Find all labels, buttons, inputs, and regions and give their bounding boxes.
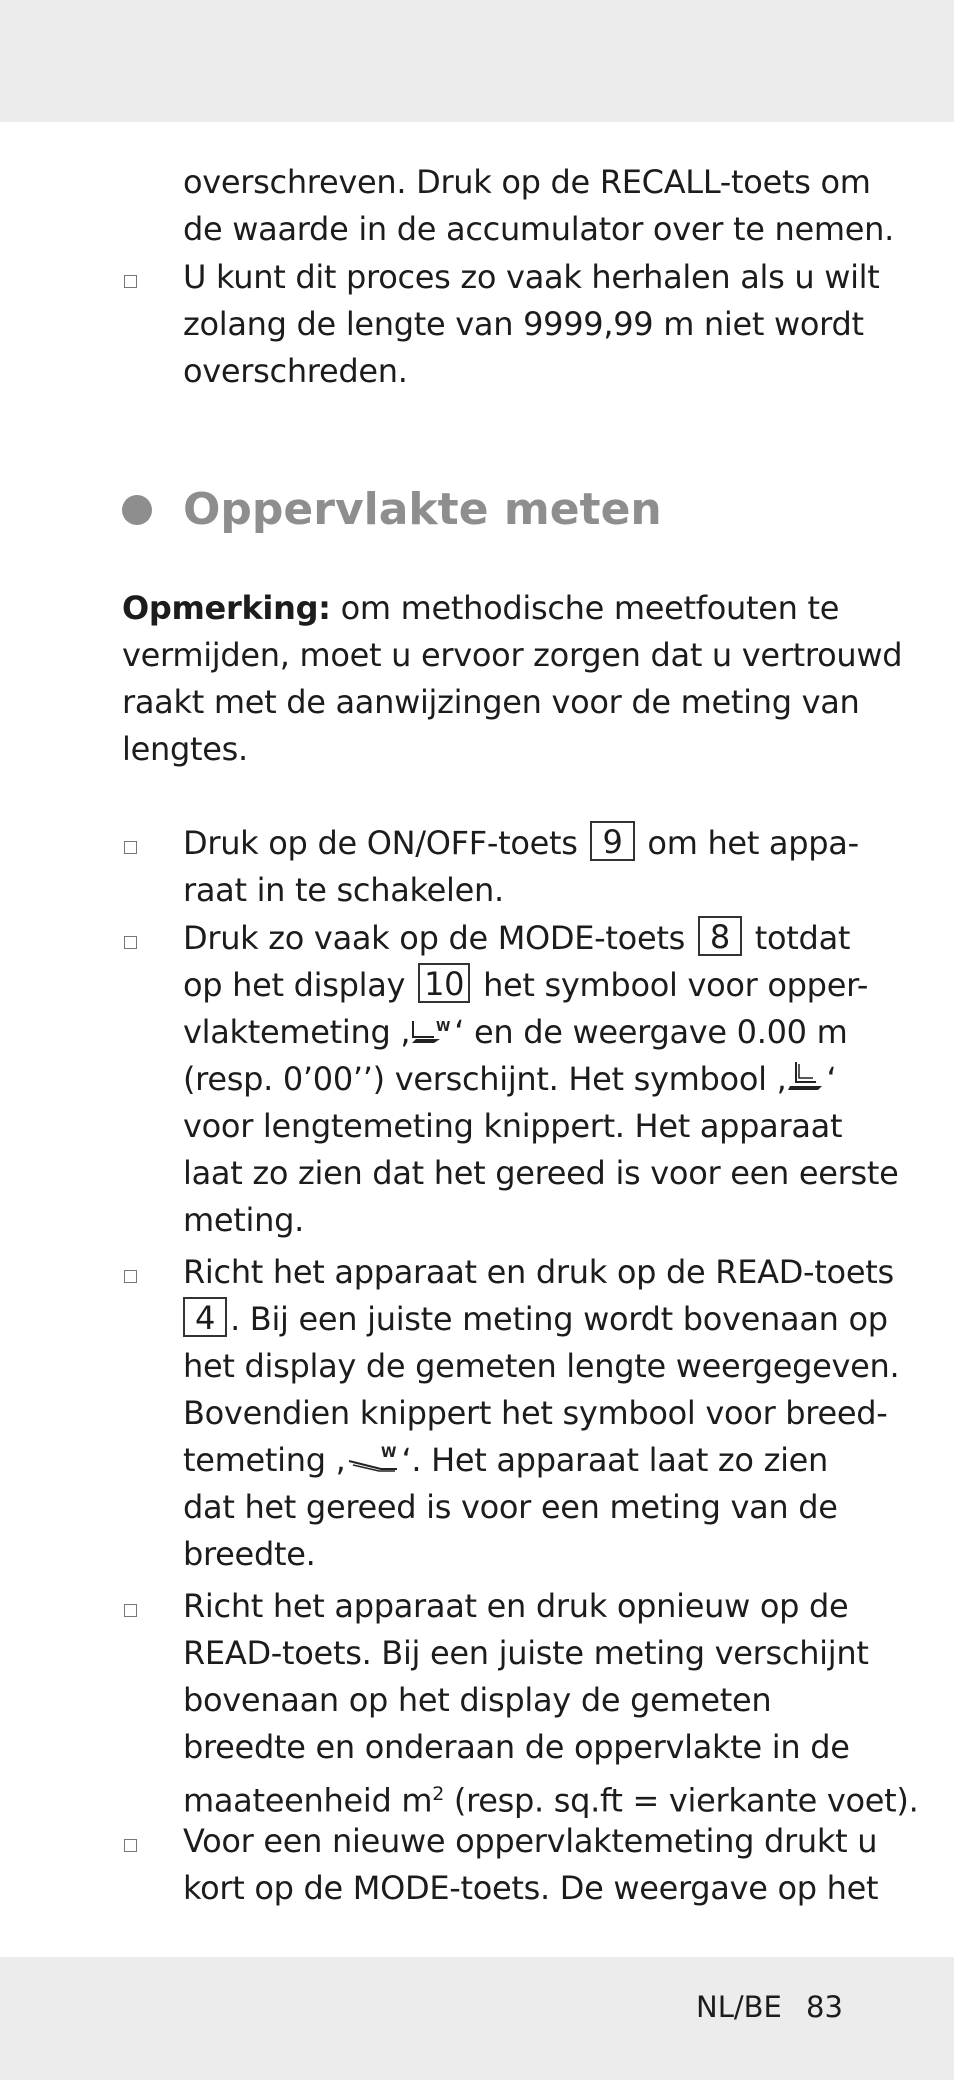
list-bullet [124, 841, 137, 854]
footer-language: NL/BE [696, 1990, 782, 2024]
text-run: om het appa- [647, 824, 859, 862]
list-item-text [183, 1296, 888, 1343]
heading-bullet-icon [122, 495, 152, 525]
text-run: het symbool voor opper- [483, 966, 869, 1004]
list-item-text: breedte. [183, 1535, 316, 1573]
svg-text:W: W [436, 1020, 451, 1035]
list-item-text: Voor een nieuwe oppervlaktemeting drukt u [183, 1822, 878, 1860]
text-run: . Bij een juiste meting wordt bovenaan op [230, 1300, 888, 1338]
note-text: om methodische meetfouten te [340, 589, 840, 627]
list-item-text: overschreden. [183, 352, 408, 390]
superscript: 2 [432, 1783, 445, 1805]
list-bullet [124, 1270, 137, 1283]
list-item-text: U kunt dit proces zo vaak herhalen als u wilt [183, 258, 880, 296]
page-number: 83 [806, 1990, 843, 2024]
list-item-text: meting. [183, 1201, 304, 1239]
list-item-text: raat in te schakelen. [183, 871, 504, 909]
list-item-text [183, 962, 868, 1009]
text-run: ‘. Het apparaat laat zo zien [401, 1441, 829, 1479]
svg-text:W: W [381, 1445, 397, 1461]
list-item-text: kort op de MODE-toets. De weergave op het [183, 1869, 879, 1907]
list-item-text: READ-toets. Bij een juiste meting verschijnt [183, 1634, 869, 1672]
text-run: vlaktemeting , [183, 1013, 411, 1051]
list-item-text: laat zo zien dat het gereed is voor een eerste [183, 1154, 899, 1192]
list-item-text [183, 1771, 918, 1825]
list-item-text [183, 915, 850, 962]
list-item-text: zolang de lengte van 9999,99 m niet wordt [183, 305, 864, 343]
text-run: ‘ en de weergave 0.00 m [454, 1013, 848, 1051]
section-heading: Oppervlakte meten [183, 484, 662, 535]
text-run: totdat [754, 919, 851, 957]
note-line: vermijden, moet u ervoor zorgen dat u vertrouwd [122, 636, 903, 674]
header-band [0, 0, 954, 122]
list-item-text: Bovendien knippert het symbool voor breed- [183, 1394, 888, 1432]
key-reference-box: 9 [590, 821, 634, 861]
note-line: raakt met de aanwijzingen voor de meting van [122, 683, 860, 721]
key-reference-box: 8 [698, 916, 742, 956]
list-bullet [124, 1839, 137, 1852]
text-run: Druk zo vaak op de MODE-toets [183, 919, 685, 957]
key-reference-box: 10 [418, 963, 470, 1003]
text-run: temeting , [183, 1441, 346, 1479]
list-item-text: dat het gereed is voor een meting van de [183, 1488, 838, 1526]
list-item-text [183, 820, 859, 867]
text-run: Druk op de ON/OFF-toets [183, 824, 578, 862]
list-item-text: breedte en onderaan de oppervlakte in de [183, 1728, 850, 1766]
text-run: (resp. 0’00’’) verschijnt. Het symbool , [183, 1060, 787, 1098]
list-item-text: Richt het apparaat en druk op de READ-toets [183, 1253, 894, 1291]
list-bullet [124, 275, 137, 288]
width-measurement-icon [345, 1441, 401, 1473]
list-item-text [183, 1009, 847, 1056]
continued-text-line: de waarde in de accumulator over te nemen. [183, 210, 894, 248]
text-run: ‘ [826, 1060, 837, 1098]
list-item-text [183, 1056, 836, 1103]
list-item-text [183, 1437, 828, 1484]
text-run: op het display [183, 966, 406, 1004]
continued-text-line: overschreven. Druk op de RECALL-toets om [183, 163, 871, 201]
list-bullet [124, 1604, 137, 1617]
list-item-text: bovenaan op het display de gemeten [183, 1681, 772, 1719]
length-measurement-icon [786, 1060, 826, 1092]
note-label: Opmerking: [122, 589, 331, 627]
text-run: maateenheid m [183, 1781, 433, 1820]
note-line [122, 585, 839, 632]
list-item-text: het display de gemeten lengte weergegeven. [183, 1347, 900, 1385]
text-run: (resp. sq.ft = vierkante voet). [444, 1781, 919, 1820]
list-item-text: Richt het apparaat en druk opnieuw op de [183, 1587, 849, 1625]
key-reference-box: 4 [183, 1297, 227, 1337]
list-item-text: voor lengtemeting knippert. Het apparaat [183, 1107, 843, 1145]
note-line: lengtes. [122, 730, 248, 768]
area-measurement-icon [410, 1015, 454, 1045]
list-bullet [124, 936, 137, 949]
